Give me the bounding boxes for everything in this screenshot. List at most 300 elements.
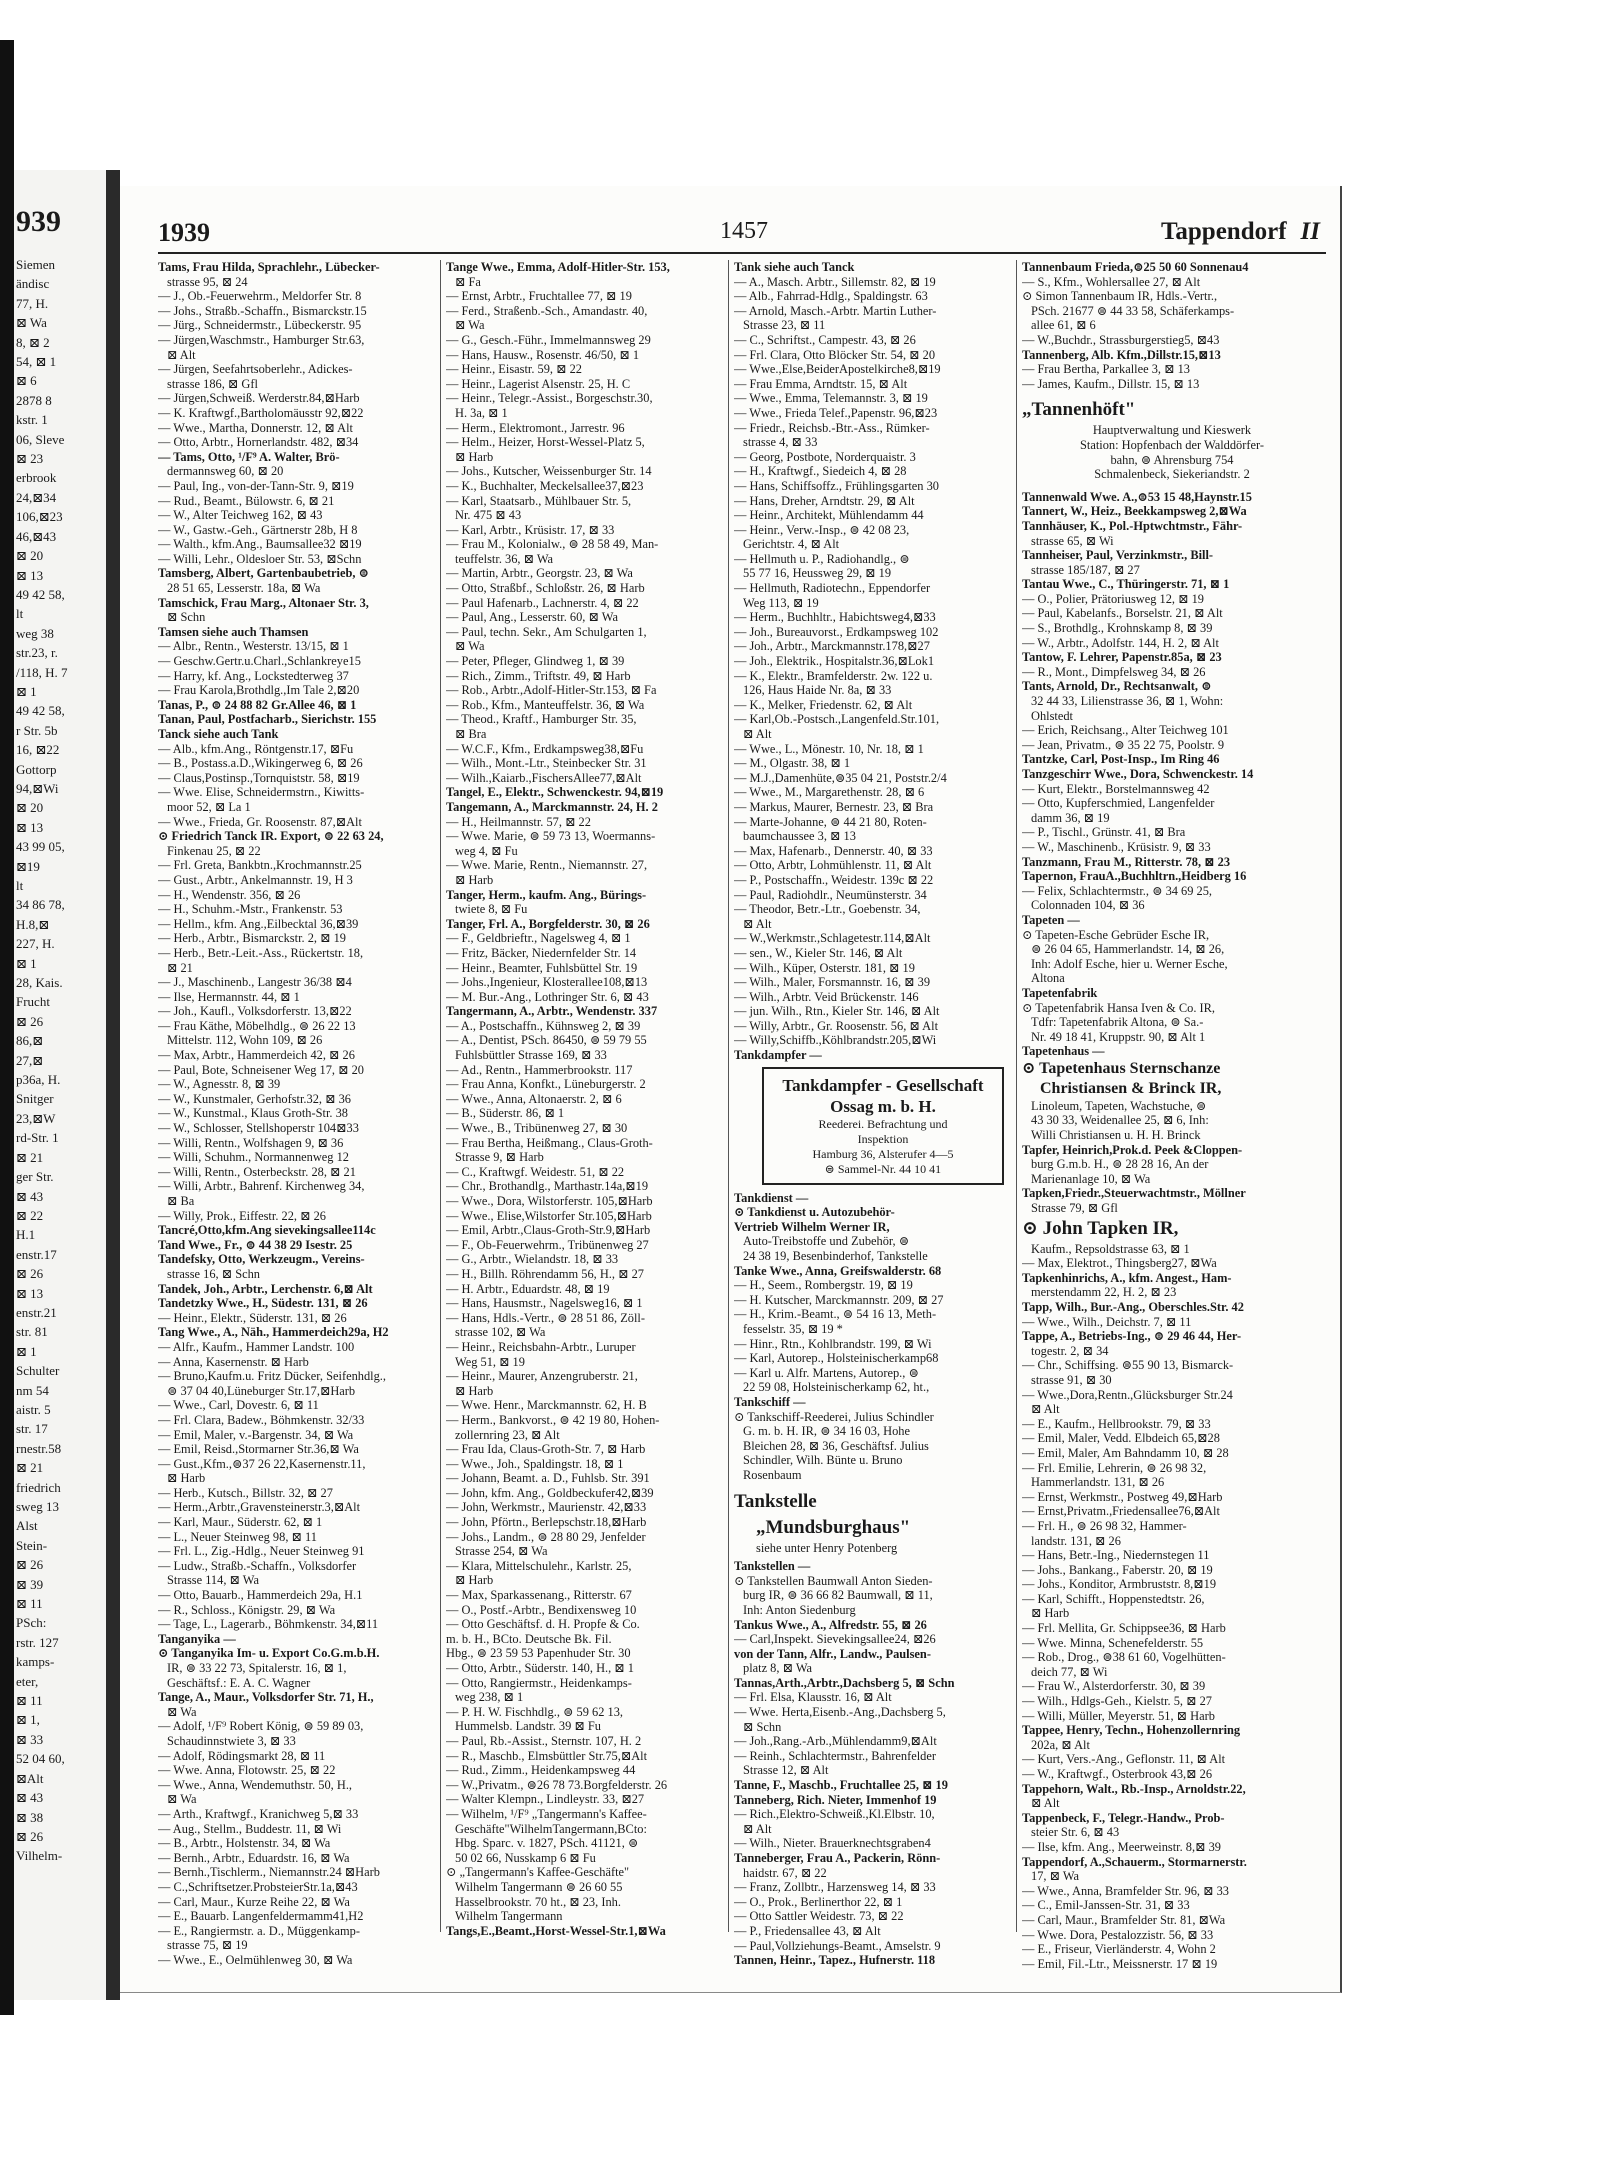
directory-entry: Tappenbeck, F., Telegr.-Handw., Prob- — [1022, 1810, 1225, 1825]
directory-entry: — M., Olgastr. 38, ⊠ 1 — [734, 756, 851, 771]
directory-entry: — Wilh., Küper, Osterstr. 181, ⊠ 19 — [734, 960, 915, 975]
directory-entry: — Rob., Arbtr.,Adolf-Hitler-Str.153, ⊠ Fa — [446, 683, 657, 698]
directory-entry: — Wwe. Elise, Schneidermstrn., Kiwitts- — [158, 785, 365, 800]
directory-entry: — Kurt, Vers.-Ang., Geflonstr. 11, ⊠ Alt — [1022, 1752, 1226, 1767]
directory-entry: weg 4, ⊠ Fu — [455, 843, 518, 858]
directory-entry: — jun. Wilh., Rtn., Kieler Str. 146, ⊠ Alt — [734, 1004, 940, 1019]
previous-page-line: aistr. 5 — [16, 1401, 51, 1417]
directory-entry: — Wwe., M., Margarethenstr. 28, ⊠ 6 — [734, 785, 925, 800]
advert-line: Hamburg 36, Alsterufer 4—5 — [812, 1146, 954, 1161]
directory-entry: — G., Arbtr., Wielandstr. 18, ⊠ 33 — [446, 1252, 619, 1267]
directory-entry: ⊠ Harb — [455, 1573, 494, 1588]
directory-entry: — W., Agnesstr. 8, ⊠ 39 — [158, 1077, 281, 1092]
directory-entry: Strasse 79, ⊠ Gfl — [1031, 1201, 1118, 1216]
directory-entry: — Willi, Rentn., Osterbeckstr. 28, ⊠ 21 — [158, 1164, 356, 1179]
directory-entry: merstendamm 22, H. 2, ⊠ 23 — [1031, 1285, 1177, 1300]
directory-entry: — Otto, Arbtr., Süderstr. 140, H., ⊠ 1 — [446, 1661, 634, 1675]
previous-page-line: 2878 8 — [16, 392, 52, 408]
previous-page-line: H.1 — [16, 1227, 36, 1243]
advert-tankstelle-title: Tankstelle — [734, 1490, 817, 1512]
directory-entry: Tappendorf, A.,Schauerm., Stormarnerstr. — [1022, 1854, 1247, 1869]
directory-entry: — Frl. Greta, Bankbtn.,Krochmannstr.25 — [158, 858, 362, 873]
directory-entry: — P., Friedensallee 43, ⊠ Alt — [734, 1923, 881, 1938]
directory-entry: — O., Postf.-Arbtr., Bendixensweg 10 — [446, 1602, 637, 1617]
previous-page-line: eter, — [16, 1673, 39, 1689]
directory-entry: burg G.m.b. H., ⊜ 28 28 16, An der — [1031, 1157, 1209, 1172]
directory-entry: — E., Friseur, Vierländerstr. 4, Wohn 2 — [1022, 1942, 1216, 1957]
previous-page-line: 94,⊠Wi — [16, 780, 59, 796]
directory-entry: — C.,Schriftsetzer.ProbsteierStr.1a,⊠43 — [158, 1879, 358, 1894]
directory-entry: — Frau W., Alsterdorferstr. 30, ⊠ 39 — [1022, 1679, 1206, 1694]
previous-page-line: ⊠ Wa — [16, 315, 47, 331]
directory-entry: — O., Polier, Prätoriusweg 12, ⊠ 19 — [1022, 591, 1204, 606]
directory-entry: — Reinh., Schlachtermstr., Bahrenfelder — [734, 1748, 936, 1763]
directory-entry: ⊙ Tankstellen Baumwall Anton Sieden- — [734, 1573, 933, 1588]
directory-entry: — Frl. Elsa, Klausstr. 16, ⊠ Alt — [734, 1690, 892, 1705]
previous-page-year: 939 — [16, 205, 61, 238]
directory-entry: platz 8, ⊠ Wa — [743, 1661, 813, 1676]
directory-entry: — Georg, Postbote, Norderquaistr. 3 — [734, 449, 916, 464]
previous-page-line: 8, ⊠ 2 — [16, 334, 50, 350]
directory-entry: — Johs., Straßb.-Schaffn., Bismarckstr.15 — [158, 303, 367, 318]
directory-entry: Tange Wwe., Emma, Adolf-Hitler-Str. 153, — [446, 260, 670, 274]
directory-entry: — Frau Ida, Claus-Groth-Str. 7, ⊠ Harb — [446, 1442, 646, 1457]
previous-page-line: erbrook — [16, 470, 57, 486]
directory-entry: — K., Elektr., Bramfelderstr. 2w. 122 u. — [734, 668, 933, 683]
directory-entry: — B., Postass.a.D.,Wikingerweg 6, ⊠ 26 — [158, 756, 363, 771]
directory-entry: — Ernst, Arbtr., Fruchtallee 77, ⊠ 19 — [446, 289, 632, 304]
directory-entry: — Wwe., Anna, Bramfelder Str. 96, ⊠ 33 — [1022, 1883, 1229, 1898]
directory-entry: — Heinr., Reichsbahn-Arbtr., Luruper — [446, 1339, 636, 1354]
advert-subtitle: Ossag m. b. H. — [830, 1096, 936, 1116]
directory-entry: ⊠ Schn — [743, 1719, 782, 1734]
previous-page-line: kstr. 1 — [16, 412, 48, 428]
directory-entry: — Willi, Lehr., Oldesloer Str. 53, ⊠Schn — [158, 551, 362, 566]
directory-entry: Tandetzky Wwe., H., Südestr. 131, ⊠ 26 — [158, 1296, 368, 1311]
previous-page-line: friedrich — [16, 1479, 61, 1495]
directory-entry: Tangel, E., Elektr., Schwenckestr. 94,⊠19 — [446, 785, 664, 800]
directory-entry: — Johs., Bankang., Faberstr. 20, ⊠ 19 — [1022, 1562, 1213, 1577]
directory-entry: Tappee, Henry, Techn., Hohenzollernring — [1022, 1723, 1241, 1738]
directory-entry: Geschäftsf.: E. A. C. Wagner — [167, 1675, 311, 1690]
directory-entry: strasse 16, ⊠ Schn — [167, 1266, 260, 1281]
directory-entry: — F., Ob-Feuerwehrm., Tribünenweg 27 — [446, 1237, 649, 1252]
directory-entry: — Wwe., Joh., Spaldingstr. 18, ⊠ 1 — [446, 1456, 624, 1471]
previous-page-line: ⊠ 23 — [16, 451, 44, 467]
directory-entry: — Wilh.,Kaiarb.,FischersAllee77,⊠Alt — [446, 770, 642, 785]
directory-entry: Tannhäuser, K., Pol.-Hptwchtmstr., Fähr- — [1022, 518, 1243, 533]
directory-entry: — Otto, Arbtr, Lohmühlenstr. 11, ⊠ Alt — [734, 858, 932, 873]
column-3-entries-c — [734, 1559, 1014, 1968]
previous-page-line: 24,⊠34 — [16, 489, 57, 505]
directory-entry: — Emil, Fil.-Ltr., Meissnerstr. 17 ⊠ 19 — [1022, 1956, 1218, 1971]
directory-entry: — R., Mont., Dimpfelsweg 34, ⊠ 26 — [1022, 664, 1206, 679]
running-title-name: Tappendorf — [1161, 218, 1287, 245]
directory-entry: baumchaussee 3, ⊠ 13 — [743, 829, 856, 844]
previous-page-line: Vilhelm- — [16, 1848, 63, 1864]
directory-entry: — F., Geldbrieftr., Nagelsweg 4, ⊠ 1 — [446, 931, 631, 946]
directory-entry: zollernring 23, ⊠ Alt — [455, 1427, 560, 1442]
directory-entry: — K., Buchhalter, Meckelsallee37,⊠23 — [446, 478, 644, 493]
directory-entry: — Herm., Elektromont., Jarrestr. 96 — [446, 420, 625, 435]
directory-entry: — P., Postschaffn., Weidestr. 139c ⊠ 22 — [734, 872, 934, 887]
previous-page-line: ⊠ 20 — [16, 800, 44, 816]
previous-page-line: ändisc — [16, 276, 50, 292]
directory-entry: — Ferd., Straßenb.-Sch., Amandastr. 40, — [446, 303, 648, 318]
directory-entry: Tancré,Otto,kfm.Ang sievekingsallee114c — [158, 1223, 376, 1238]
directory-entry: — H., Schuhm.-Mstr., Frankenstr. 53 — [158, 902, 343, 917]
directory-entry: — Joh., Bureauvorst., Erdkampsweg 102 — [734, 624, 939, 639]
previous-page-line: 49 42 58, — [16, 703, 65, 719]
directory-entry: — Jean, Privatm., ⊜ 35 22 75, Poolstr. 9 — [1022, 737, 1225, 752]
previous-page-line: Snitger — [16, 1091, 54, 1107]
directory-entry: Tanne, F., Maschb., Fruchtallee 25, ⊠ 19 — [734, 1778, 948, 1793]
directory-entry: — Rob., Kfm., Manteuffelstr. 36, ⊠ Wa — [446, 697, 645, 712]
directory-entry: — Wilh., Nieter. Brauerknechtsgraben4 — [734, 1836, 931, 1851]
directory-entry: — E., Rangiermstr. a. D., Müggenkamp- — [158, 1923, 361, 1938]
directory-entry: — Johs.,Ingenieur, Klosterallee108,⊠13 — [446, 975, 648, 990]
directory-entry: — Otto Geschäftsf. d. H. Propfe & Co. — [446, 1617, 640, 1632]
page-number: 1457 — [720, 218, 768, 244]
directory-entry: — P. H. W. Fischhdlg., ⊜ 59 62 13, — [446, 1704, 623, 1719]
directory-entry: — W., Kunstmaler, Gerhofstr.32, ⊠ 36 — [158, 1091, 351, 1106]
directory-entry: — John, kfm. Ang., Goldbeckufer42,⊠39 — [446, 1485, 654, 1500]
directory-entry: — Adolf, ¹/F⁹ Robert König, ⊜ 59 89 03, — [158, 1719, 364, 1734]
directory-entry: ⊠ Harb — [455, 449, 494, 464]
directory-entry: — Gust., Arbtr., Ankelmannstr. 19, H 3 — [158, 872, 353, 887]
running-title-section: II — [1300, 218, 1320, 245]
directory-entry: — Frl. Emilie, Lehrerin, ⊜ 26 98 32, — [1022, 1460, 1207, 1475]
directory-entry: Tappehorn, Walt., Rb.-Insp., Arnoldstr.22, — [1022, 1781, 1246, 1796]
directory-entry: — Herb., Betr.-Leit.-Ass., Rückertstr. 18, — [158, 945, 364, 960]
directory-entry: strasse 185/187, ⊠ 27 — [1031, 562, 1140, 577]
directory-entry: — Theodor, Betr.-Ltr., Goebenstr. 34, — [734, 902, 921, 917]
directory-entry: Wilhelm Tangermann — [455, 1909, 563, 1924]
directory-entry: — Wwe., Dora, Wilstorferstr. 105,⊠Harb — [446, 1194, 653, 1208]
directory-entry: Tand Wwe., Fr., ⊜ 44 38 29 Isestr. 25 — [158, 1237, 353, 1252]
directory-entry: — Bernh., Arbtr., Eduardstr. 16, ⊠ Wa — [158, 1850, 350, 1865]
directory-entry: — Bernh.,Tischlerm., Niemannstr.24 ⊠Harb — [158, 1865, 380, 1880]
previous-page-line: lt — [16, 878, 24, 893]
directory-entry: — P., Tischl., Grünstr. 41, ⊠ Bra — [1022, 825, 1186, 840]
directory-entry: Marienanlage 10, ⊠ Wa — [1031, 1171, 1151, 1186]
tannenhoeft-advert — [1022, 397, 1322, 481]
advert-line: Hauptverwaltung und Kieswerk — [1092, 423, 1252, 438]
directory-entry: strasse 4, ⊠ 33 — [743, 435, 818, 450]
directory-entry: — Paul, Rb.-Assist., Sternstr. 107, H. 2 — [446, 1733, 642, 1748]
directory-entry: — H., Billh. Röhrendamm 56, H., ⊠ 27 — [446, 1266, 644, 1281]
previous-page-line: PSch: — [16, 1615, 47, 1631]
directory-entry: Tannen, Heinr., Tapez., Hufnerstr. 118 — [734, 1953, 936, 1968]
directory-entry: — Wwe., Emma, Telemannstr. 3, ⊠ 19 — [734, 391, 928, 406]
directory-entry: ⊠ Wa — [455, 318, 485, 333]
directory-entry: — Felix, Schlachtermstr., ⊜ 34 69 25, — [1022, 883, 1213, 898]
previous-page-line: Frucht — [16, 994, 50, 1010]
directory-entry: ⊠ Alt — [743, 1821, 772, 1836]
directory-entry: strasse 75, ⊠ 19 — [167, 1938, 248, 1953]
directory-entry: — E., Kaufm., Hellbrookstr. 79, ⊠ 33 — [1022, 1416, 1211, 1431]
directory-entry: — W.,Privatm., ⊜26 78 73.Borgfelderstr. 26 — [446, 1777, 668, 1792]
directory-entry: — Otto, Arbtr., Hornerlandstr. 482, ⊠34 — [158, 435, 359, 450]
directory-entry: 28 51 65, Lesserstr. 18a, ⊠ Wa — [167, 581, 321, 596]
directory-entry: steier Str. 6, ⊠ 43 — [1031, 1825, 1120, 1840]
directory-entry: ⊙ Friedrich Tanck IR. Export, ⊜ 22 63 24, — [158, 829, 384, 844]
directory-entry: — Willy,Schiffb.,Köhlbrandstr.205,⊠Wi — [734, 1033, 937, 1048]
directory-entry: Tankschiff — — [734, 1394, 806, 1409]
previous-page-lines — [16, 255, 106, 1866]
directory-entry: — Chr., Schiffsing. ⊜55 90 13, Bismarck- — [1022, 1358, 1234, 1373]
directory-entry: Tankdampfer — — [734, 1048, 822, 1063]
directory-entry: — Tage, L., Lagerarb., Böhmkenstr. 34,⊠11 — [158, 1617, 379, 1632]
directory-entry: Hasselbrookstr. 70 ht., ⊠ 23, Inh. — [455, 1894, 621, 1909]
directory-entry: — L., Neuer Steinweg 98, ⊠ 11 — [158, 1529, 317, 1544]
previous-page-line: p36a, H. — [16, 1072, 61, 1088]
previous-page-line: ⊠ 1 — [16, 683, 37, 699]
directory-entry: — Walter Klempn., Lindleystr. 33, ⊠27 — [446, 1792, 645, 1807]
directory-entry: Tanger, Herm., kaufm. Ang., Bürings- — [446, 887, 647, 902]
directory-entry: Strasse 12, ⊠ Alt — [743, 1763, 829, 1778]
directory-entry: Tankstellen — — [734, 1559, 811, 1574]
directory-entry: ⊠ Alt — [743, 916, 772, 931]
directory-entry: — Wilhelm, ¹/F⁹ „Tangermann's Kaffee- — [446, 1806, 647, 1821]
directory-entry: Tapp, Wilh., Bur.-Ang., Oberschles.Str. 42 — [1022, 1300, 1244, 1314]
directory-entry: Colonnaden 104, ⊠ 36 — [1031, 898, 1145, 913]
directory-entry: ⊠ 21 — [167, 960, 193, 975]
directory-entry: Hbg., ⊜ 23 59 53 Papenhuder Str. 30 — [446, 1646, 631, 1661]
directory-entry: Tannenwald Wwe. A.,⊜53 15 48,Haynstr.15 — [1022, 489, 1252, 504]
previous-page-line: /118, H. 7 — [16, 664, 68, 680]
column-2 — [446, 260, 726, 1938]
previous-page-line: 49 42 58, — [16, 586, 65, 602]
directory-entry: — Emil, Maler, Am Bahndamm 10, ⊠ 28 — [1022, 1445, 1229, 1460]
directory-entry: — S., Brothdlg., Krohnskamp 8, ⊠ 39 — [1022, 621, 1213, 636]
previous-page-line: str.23, r. — [16, 645, 58, 661]
directory-entry: Tanzgeschirr Wwe., Dora, Schwenckestr. 14 — [1022, 767, 1254, 781]
directory-entry: Nr. 475 ⊠ 43 — [455, 508, 522, 523]
directory-entry: — Heinr., Architekt, Mühlendamm 44 — [734, 508, 924, 523]
advert-line: Reederei. Befrachtung und — [818, 1116, 948, 1131]
directory-entry: Linoleum, Tapeten, Wachstuche, ⊜ — [1031, 1098, 1207, 1113]
previous-page-line: ⊠ 1 — [16, 955, 37, 971]
directory-entry: landstr. 131, ⊠ 26 — [1031, 1533, 1121, 1548]
directory-entry: — Frau Karola,Brothdlg.,Im Tale 2,⊠20 — [158, 683, 360, 698]
scan-border — [0, 40, 14, 2040]
directory-entry: Hammerlandstr. 131, ⊠ 26 — [1031, 1475, 1165, 1490]
directory-entry: Tanas, P., ⊜ 24 88 82 Gr.Allee 46, ⊠ 1 — [158, 697, 357, 712]
scan-bottom-margin — [0, 2015, 1600, 2177]
directory-entry: ⊠ Wa — [167, 1704, 197, 1719]
previous-page-line: weg 38 — [16, 625, 54, 641]
directory-entry: — Willi, Schuhm., Normannenweg 12 — [158, 1150, 349, 1165]
directory-entry: Tapernon, FrauA.,Buchhltrn.,Heidberg 16 — [1022, 869, 1247, 884]
directory-entry: H. 3a, ⊠ 1 — [455, 405, 508, 420]
directory-entry: — Frl. Clara, Otto Blöcker Str. 54, ⊠ 20 — [734, 347, 936, 362]
previous-page-line: 27,⊠ — [16, 1052, 44, 1068]
directory-entry: Kaufm., Repsoldstrasse 63, ⊠ 1 — [1031, 1241, 1190, 1256]
directory-entry: — Kurt, Elektr., Borstelmannsweg 42 — [1022, 781, 1210, 796]
directory-entry: — Johs., Konditor, Armbruststr. 8,⊠19 — [1022, 1577, 1217, 1592]
directory-entry: — Frl. Mellita, Gr. Schippsee36, ⊠ Harb — [1022, 1621, 1226, 1636]
directory-entry: — M. Bur.-Ang., Lothringer Str. 6, ⊠ 43 — [446, 989, 649, 1004]
directory-entry: — J., Maschinenb., Langestr 36/38 ⊠4 — [158, 975, 352, 990]
directory-entry: strasse 95, ⊠ 24 — [167, 274, 248, 289]
directory-entry: — Tams, Otto, ¹/F⁹ A. Walter, Brö- — [158, 449, 340, 464]
directory-entry: — Paul, techn. Sekr., Am Schulgarten 1, — [446, 624, 647, 639]
advert-tankstelle-note: siehe unter Henry Potenberg — [756, 1540, 898, 1555]
directory-entry: strasse 186, ⊠ Gfl — [167, 376, 258, 391]
directory-entry: — Paul, Ang., Lesserstr. 60, ⊠ Wa — [446, 610, 618, 625]
directory-entry: — Ilse, Hermannstr. 44, ⊠ 1 — [158, 989, 300, 1004]
directory-entry: Tappe, A., Betriebs-Ing., ⊜ 29 46 44, Her- — [1022, 1329, 1242, 1344]
advert-line: bahn, ⊜ Ahrensburg 754 — [1110, 452, 1234, 467]
directory-entry: — Joh., Elektrik., Hospitalstr.36,⊠Lok1 — [734, 654, 935, 669]
previous-page-line: rnestr.58 — [16, 1440, 62, 1456]
directory-entry: ⊠ Ba — [167, 1194, 195, 1208]
directory-entry: Auto-Treibstoffe und Zubehör, ⊜ — [743, 1234, 910, 1249]
directory-entry: ⊙ Simon Tannenbaum IR, Hdls.-Vertr., — [1022, 289, 1218, 304]
directory-entry: fesselstr. 35, ⊠ 19 * — [743, 1322, 843, 1336]
directory-entry: — Otto Sattler Weidestr. 73, ⊠ 22 — [734, 1909, 904, 1924]
previous-page-line: Stein- — [16, 1537, 48, 1553]
directory-entry: — Klara, Mittelschulehr., Karlstr. 25, — [446, 1558, 632, 1573]
directory-entry: ⊜ 37 04 40,Lüneburger Str.17,⊠Harb — [167, 1383, 356, 1398]
directory-entry: Tanneberg, Rich. Nieter, Immenhof 19 — [734, 1792, 937, 1807]
directory-entry: Weg 113, ⊠ 19 — [743, 595, 819, 610]
directory-entry: — Frau M., Kolonialw., ⊜ 28 58 49, Man- — [446, 537, 659, 552]
directory-entry: — Frau Käthe, Möbelhdlg., ⊜ 26 22 13 — [158, 1018, 356, 1033]
directory-entry: ⊙ Tankdienst u. Autozubehör- — [734, 1205, 895, 1220]
directory-entry: — Otto, Rangiermstr., Heidenkamps- — [446, 1675, 632, 1690]
directory-entry: — Heinr., Lagerist Alsenstr. 25, H. C — [446, 376, 631, 391]
directory-entry: — Erich, Reichsang., Alter Teichweg 101 — [1022, 723, 1229, 738]
directory-entry: — John, Werkmstr., Maurienstr. 42,⊠33 — [446, 1500, 647, 1515]
previous-page-line: ⊠ 13 — [16, 567, 44, 583]
directory-entry: — John, Pförtn., Berlepschstr.18,⊠Harb — [446, 1515, 647, 1530]
directory-entry: G. m. b. H. IR, ⊜ 34 16 03, Hohe — [743, 1424, 910, 1439]
column-4-entries-a — [1022, 260, 1322, 391]
directory-entry: Fuhlsbüttler Strasse 169, ⊠ 33 — [455, 1048, 607, 1063]
directory-entry: — Wwe., L., Mönestr. 10, Nr. 18, ⊠ 1 — [734, 741, 924, 756]
directory-entry: — W., Schlosser, Stellshoperstr 104⊠33 — [158, 1121, 359, 1136]
directory-entry: Tannheiser, Paul, Verzinkmstr., Bill- — [1022, 548, 1214, 563]
directory-entry: — Paul Hafenarb., Lachnerstr. 4, ⊠ 22 — [446, 595, 639, 610]
directory-entry: — Alb., Fahrrad-Hdlg., Spaldingstr. 63 — [734, 289, 928, 304]
directory-entry: Tannert, W., Heiz., Beekkampsweg 2,⊠Wa — [1022, 504, 1247, 519]
directory-entry: — Peter, Pfleger, Glindweg 1, ⊠ 39 — [446, 654, 625, 669]
directory-entry: Strasse 114, ⊠ Wa — [167, 1573, 259, 1588]
directory-entry: — Wwe. Herta,Eisenb.-Ang.,Dachsberg 5, — [734, 1705, 946, 1720]
directory-entry: strasse 65, ⊠ Wi — [1031, 533, 1114, 548]
advert-line: Schmalenbeck, Siekeriandstr. 2 — [1094, 467, 1250, 482]
directory-entry: von der Tann, Alfr., Landw., Paulsen- — [734, 1646, 931, 1661]
directory-entry: — Gust.,Kfm.,⊜37 26 22,Kasernenstr.11, — [158, 1456, 366, 1471]
directory-entry: — Wilh., Maler, Forsmannstr. 16, ⊠ 39 — [734, 975, 931, 990]
directory-entry: — H., Seem., Rombergstr. 19, ⊠ 19 — [734, 1278, 913, 1293]
previous-page-line: 77, H. — [16, 295, 49, 311]
directory-entry: — Ilse, kfm. Ang., Meerweinstr. 8,⊠ 39 — [1022, 1839, 1221, 1854]
directory-entry: moor 52, ⊠ La 1 — [167, 799, 251, 814]
directory-entry: — Marte-Johanne, ⊜ 44 21 80, Roten- — [734, 814, 927, 829]
directory-entry: — Ernst, Werkmstr., Postweg 49,⊠Harb — [1022, 1489, 1223, 1504]
directory-entry: — Karl, Autorep., Holsteinischerkamp68 — [734, 1351, 939, 1366]
directory-entry: ⊠ Harb — [167, 1471, 206, 1486]
directory-entry: — Rich.,Elektro-Schweiß.,Kl.Elbstr. 10, — [734, 1807, 935, 1822]
directory-entry: — Wilh., Arbtr. Veid Brückenstr. 146 — [734, 989, 919, 1004]
directory-entry: weg 238, ⊠ 1 — [455, 1690, 524, 1705]
previous-page-line: Alst — [16, 1518, 38, 1534]
directory-entry: — W., Gastw.-Geh., Gärtnerstr 28b, H 8 — [158, 522, 358, 537]
advert-tankstelle-name: „Mundsburghaus" — [756, 1516, 911, 1538]
directory-entry: Tantow, F. Lehrer, Papenstr.85a, ⊠ 23 — [1022, 650, 1222, 665]
directory-entry: — Frl. L., Zig.-Hdlg., Neuer Steinweg 91 — [158, 1544, 365, 1559]
directory-entry: — Wwe. Minna, Schenefelderstr. 55 — [1022, 1635, 1204, 1650]
directory-entry: — A., Dentist, PSch. 86450, ⊜ 59 79 55 — [446, 1033, 647, 1048]
directory-entry: strasse 91, ⊠ 30 — [1031, 1372, 1112, 1387]
directory-entry: Tantau Wwe., C., Thüringerstr. 71, ⊠ 1 — [1022, 577, 1230, 592]
previous-page-line: ⊠19 — [16, 858, 40, 874]
directory-entry: — Joh.,Rang.-Arb.,Mühlendamm9,⊠Alt — [734, 1734, 937, 1749]
directory-entry: damm 36, ⊠ 19 — [1031, 810, 1110, 825]
previous-page-line: ⊠ 13 — [16, 1285, 44, 1301]
column-3-entries-b — [734, 1191, 1014, 1483]
directory-entry: — Adolf, Rödingsmarkt 28, ⊠ 11 — [158, 1748, 326, 1763]
previous-page-line: H.8,⊠ — [16, 916, 50, 932]
tapetenhaus-heading-2: Christiansen & Brinck IR, — [1040, 1079, 1222, 1097]
previous-page-line: ⊠ 21 — [16, 1149, 44, 1165]
directory-entry: — C., Emil-Janssen-Str. 31, ⊠ 33 — [1022, 1898, 1190, 1913]
directory-entry: Tanneberger, Frau A., Packerin, Rönn- — [734, 1851, 941, 1865]
directory-entry: Tamschick, Frau Marg., Altonaer Str. 3, — [158, 595, 369, 610]
directory-entry: Mittelstr. 112, Wohn 109, ⊠ 26 — [167, 1033, 323, 1048]
directory-entry: — Herm., Bankvorst., ⊜ 42 19 80, Hohen- — [446, 1412, 660, 1427]
directory-entry: — Wilh., Hdlgs-Geh., Kielstr. 5, ⊠ 27 — [1022, 1694, 1212, 1709]
previous-page-line: ⊠ 1 — [16, 1343, 37, 1359]
directory-entry: — O., Prok., Berlinerthor 22, ⊠ 1 — [734, 1894, 903, 1909]
directory-entry: — Paul, Radiohdlr., Neumünsterstr. 34 — [734, 887, 927, 902]
directory-entry: ⊜ 26 04 65, Hammerlandstr. 14, ⊠ 26, — [1031, 942, 1225, 957]
directory-entry: deich 77, ⊠ Wi — [1031, 1664, 1108, 1679]
directory-entry: ⊠ Alt — [743, 727, 772, 741]
directory-entry: — Paul, Bote, Schneisener Weg 17, ⊠ 20 — [158, 1062, 364, 1077]
directory-entry: — Heinr., Beamter, Fuhlsbüttel Str. 19 — [446, 960, 638, 975]
directory-entry: Willi Christiansen u. H. H. Brinck — [1031, 1128, 1201, 1143]
directory-entry: — sen., W., Kieler Str. 146, ⊠ Alt — [734, 945, 903, 960]
directory-entry: — Heinr., Verw.-Insp., ⊜ 42 08 23, — [734, 522, 910, 537]
directory-entry: — Carl,Inspekt. Sievekingsallee24, ⊠26 — [734, 1632, 936, 1647]
directory-entry: — H., Krim.-Beamt., ⊜ 54 16 13, Meth- — [734, 1307, 937, 1322]
john-tapken-heading: ⊙ John Tapken IR, — [1022, 1217, 1179, 1239]
directory-entry: Finkenau 25, ⊠ 22 — [167, 843, 261, 858]
previous-page-line: ⊠ 1, — [16, 1712, 40, 1728]
directory-entry: — Willi, Arbtr., Bahrenf. Kirchenweg 34, — [158, 1179, 365, 1194]
directory-entry: — K. Kraftwgf.,Bartholomäusstr 92,⊠22 — [158, 405, 364, 420]
directory-entry: — Max, Hafenarb., Dennerstr. 40, ⊠ 33 — [734, 843, 933, 858]
directory-entry: — Anna, Kasernenstr. ⊠ Harb — [158, 1354, 309, 1369]
directory-entry: Tanan, Paul, Postfacharb., Sierichstr. 155 — [158, 712, 377, 727]
previous-page-line: 16, ⊠22 — [16, 742, 60, 758]
previous-page-line: kamps- — [16, 1654, 55, 1670]
directory-entry: Hbg. Sparc. v. 1827, PSch. 41121, ⊜ — [455, 1836, 639, 1851]
directory-entry: — Ludw., Straßb.-Schaffn., Volksdorfer — [158, 1558, 357, 1573]
previous-page-line: 227, H. — [16, 936, 55, 952]
directory-entry: — Karl, Arbtr., Krüsistr. 17, ⊠ 33 — [446, 522, 615, 537]
directory-entry: — S., Kfm., Wohlersallee 27, ⊠ Alt — [1022, 274, 1201, 289]
directory-entry: — Wwe., Anna, Wendemuthstr. 50, H., — [158, 1777, 353, 1792]
header-rule — [158, 252, 1326, 254]
directory-entry: Ohlstedt — [1031, 708, 1073, 723]
directory-entry: — Jürg., Schneidermstr., Lübeckerstr. 95 — [158, 318, 362, 333]
directory-entry: Gerichtstr. 4, ⊠ Alt — [743, 537, 840, 552]
